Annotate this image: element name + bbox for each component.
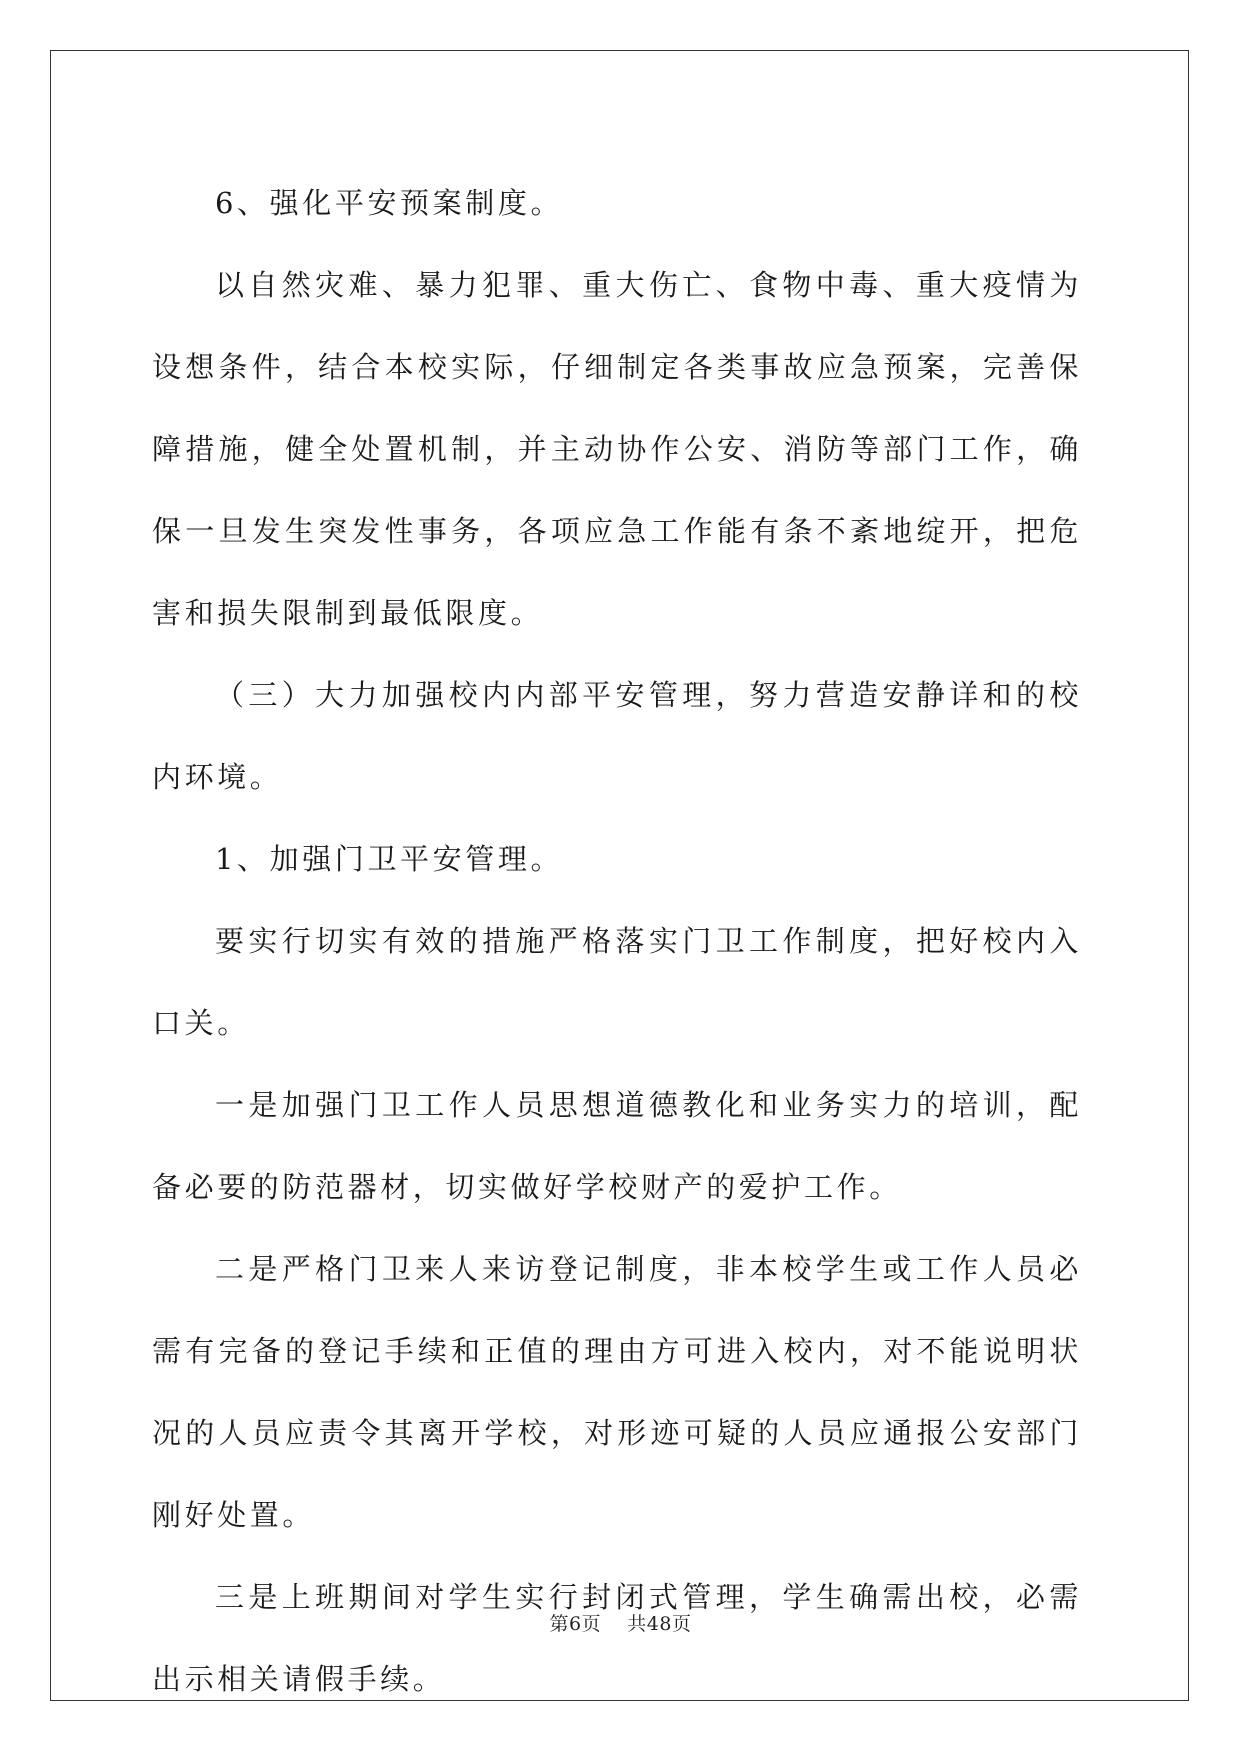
paragraph: 要实行切实有效的措施严格落实门卫工作制度，把好校内入口关。 <box>152 924 1082 1040</box>
page-number-label: 第6页 共48页 <box>549 1613 692 1635</box>
page-number-footer <box>0 1609 1241 1636</box>
paragraph: 一是加强门卫工作人员思想道德教化和业务实力的培训，配备必要的防范器材，切实做好学校财产的爱护工作。 <box>152 1088 1082 1204</box>
paragraph: 1、加强门卫平安管理。 <box>215 842 564 876</box>
paragraph: 三是上班期间对学生实行封闭式管理，学生确需出校，必需出示相关请假手续。 <box>152 1580 1082 1696</box>
paragraph: 以自然灾难、暴力犯罪、重大伤亡、食物中毒、重大疫情为设想条件，结合本校实际，仔细制定各类事故应急预案，完善保障措施，健全处置机制，并主动协作公安、消防等部门工作，确保一旦发生突发性事务，各项应急工作能有条不紊地绽开，把危害和损失限制到最低限度。 <box>152 268 1082 630</box>
paragraph: 6、强化平安预案制度。 <box>215 186 564 220</box>
document-body <box>152 162 1082 1720</box>
paragraph: 二是严格门卫来人来访登记制度，非本校学生或工作人员必需有完备的登记手续和正值的理由方可进入校内，对不能说明状况的人员应责令其离开学校，对形迹可疑的人员应通报公安部门刚好处置。 <box>152 1252 1082 1532</box>
paragraph: （三）大力加强校内内部平安管理，努力营造安静详和的校内环境。 <box>152 678 1082 794</box>
